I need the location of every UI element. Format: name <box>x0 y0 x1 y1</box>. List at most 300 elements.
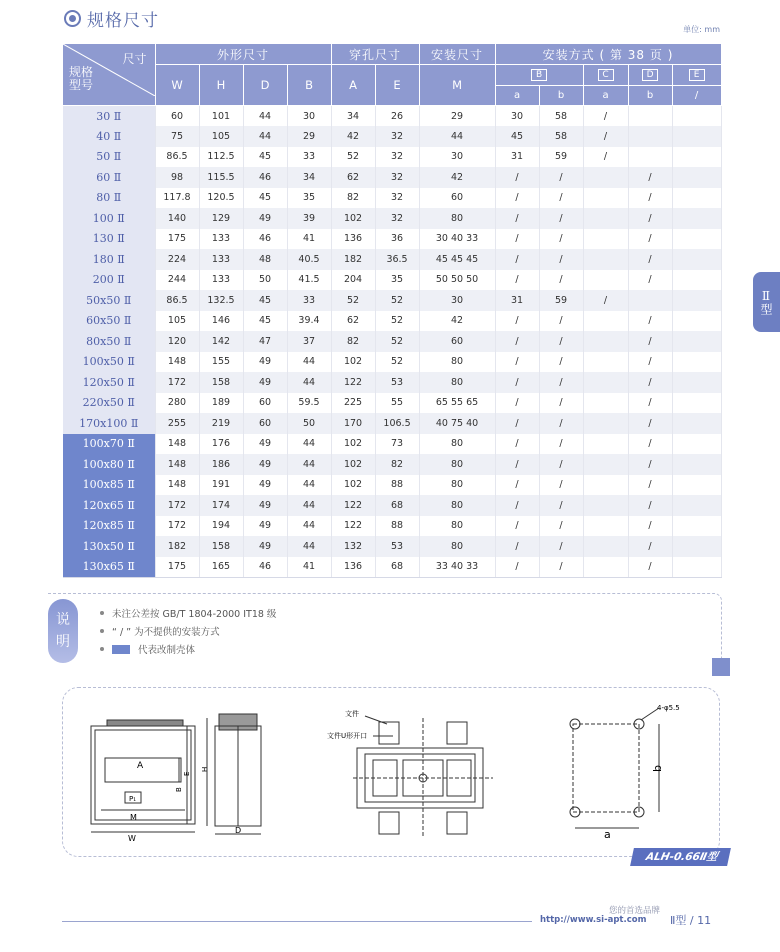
cell-D: 47 <box>243 331 287 352</box>
table-row <box>63 516 721 537</box>
cell-i2: / <box>539 475 583 496</box>
col-W: W <box>155 65 199 106</box>
table-row <box>63 536 721 557</box>
hole-pattern <box>570 708 659 828</box>
notes-list <box>100 604 276 658</box>
cell-H: 158 <box>199 536 243 557</box>
table-row <box>63 454 721 475</box>
table-row <box>63 249 721 270</box>
cell-D: 49 <box>243 352 287 373</box>
cell-B: 30 <box>287 106 331 127</box>
cell-i3: / <box>583 290 628 311</box>
cell-i3 <box>583 475 628 496</box>
corner-header <box>63 44 155 106</box>
cell-i3 <box>583 454 628 475</box>
cell-H: 105 <box>199 126 243 147</box>
note-item: 代表改制壳体 <box>100 640 276 658</box>
cell-A: 52 <box>331 147 375 168</box>
cell-i4: / <box>628 413 672 434</box>
footer-url[interactable]: http://www.si-apt.com <box>540 915 647 925</box>
cell-D: 49 <box>243 516 287 537</box>
cell-i1: / <box>495 557 539 578</box>
cell-B: 39 <box>287 208 331 229</box>
cell-H: 142 <box>199 331 243 352</box>
cell-A: 122 <box>331 372 375 393</box>
cell-E: 82 <box>375 454 419 475</box>
cell-i1: / <box>495 536 539 557</box>
cell-i3 <box>583 516 628 537</box>
cell-i2: / <box>539 495 583 516</box>
cell-B: 44 <box>287 352 331 373</box>
cell-i4: / <box>628 475 672 496</box>
cell-i5 <box>672 126 721 147</box>
cell-i1: / <box>495 454 539 475</box>
cell-A: 102 <box>331 434 375 455</box>
cell-D: 46 <box>243 167 287 188</box>
table-row <box>63 311 721 332</box>
cell-W: 140 <box>155 208 199 229</box>
dim-b: b <box>651 765 664 772</box>
model-cell: 60x50 Ⅱ <box>63 311 155 332</box>
cell-M: 42 <box>419 167 495 188</box>
cell-D: 44 <box>243 106 287 127</box>
cell-i1: / <box>495 413 539 434</box>
table-row <box>63 495 721 516</box>
cell-i4 <box>628 126 672 147</box>
cell-i3: / <box>583 126 628 147</box>
cell-A: 102 <box>331 352 375 373</box>
cell-i5 <box>672 290 721 311</box>
cell-i5 <box>672 167 721 188</box>
cell-A: 122 <box>331 516 375 537</box>
group-hole: 穿孔尺寸 <box>331 44 419 65</box>
cell-i3 <box>583 311 628 332</box>
cell-i4: / <box>628 167 672 188</box>
dim-W: W <box>128 834 136 843</box>
cell-H: 133 <box>199 249 243 270</box>
model-cell: 180 Ⅱ <box>63 249 155 270</box>
model-cell: 80x50 Ⅱ <box>63 331 155 352</box>
table-row <box>63 106 721 127</box>
table-row <box>63 270 721 291</box>
cell-B: 33 <box>287 147 331 168</box>
cell-E: 35 <box>375 270 419 291</box>
cell-E: 32 <box>375 147 419 168</box>
cell-i2: 58 <box>539 106 583 127</box>
cell-D: 49 <box>243 208 287 229</box>
cell-i2: 58 <box>539 126 583 147</box>
cell-H: 176 <box>199 434 243 455</box>
cell-i2: / <box>539 249 583 270</box>
cell-B: 44 <box>287 516 331 537</box>
cell-i2: 59 <box>539 147 583 168</box>
side-view <box>207 714 261 834</box>
model-cell: 120x50 Ⅱ <box>63 372 155 393</box>
table-row <box>63 147 721 168</box>
model-cell: 80 Ⅱ <box>63 188 155 209</box>
model-cell: 130x65 Ⅱ <box>63 557 155 578</box>
cell-A: 136 <box>331 229 375 250</box>
cell-B: 44 <box>287 454 331 475</box>
install-sub: / <box>672 85 721 106</box>
cell-i1: / <box>495 393 539 414</box>
cell-i5 <box>672 434 721 455</box>
cell-W: 148 <box>155 434 199 455</box>
cell-B: 44 <box>287 475 331 496</box>
page-number: Ⅱ型 / 11 <box>670 914 712 927</box>
cell-i4: / <box>628 352 672 373</box>
cell-M: 80 <box>419 536 495 557</box>
table-row <box>63 229 721 250</box>
cell-D: 60 <box>243 413 287 434</box>
footer-line <box>62 921 532 922</box>
table-row <box>63 475 721 496</box>
cell-A: 102 <box>331 475 375 496</box>
cell-E: 55 <box>375 393 419 414</box>
cell-i5 <box>672 147 721 168</box>
cell-W: 280 <box>155 393 199 414</box>
cell-i1: / <box>495 167 539 188</box>
cell-E: 36.5 <box>375 249 419 270</box>
cell-i3 <box>583 270 628 291</box>
cell-M: 80 <box>419 352 495 373</box>
cell-E: 53 <box>375 536 419 557</box>
cell-M: 60 <box>419 188 495 209</box>
cell-M: 80 <box>419 372 495 393</box>
label-file: 文件 <box>345 710 359 718</box>
cell-i1: 30 <box>495 106 539 127</box>
dim-A: A <box>137 761 144 771</box>
model-cell: 100x80 Ⅱ <box>63 454 155 475</box>
cell-i5 <box>672 188 721 209</box>
cell-i4 <box>628 147 672 168</box>
cell-i1: / <box>495 208 539 229</box>
cell-i5 <box>672 352 721 373</box>
cell-A: 102 <box>331 208 375 229</box>
col-D: D <box>243 65 287 106</box>
cell-i1: / <box>495 270 539 291</box>
cell-i2: / <box>539 536 583 557</box>
cell-W: 60 <box>155 106 199 127</box>
modified-swatch <box>112 645 130 654</box>
cell-i1: / <box>495 188 539 209</box>
cell-D: 49 <box>243 475 287 496</box>
cell-i4: / <box>628 188 672 209</box>
cell-D: 49 <box>243 495 287 516</box>
model-cell: 50 Ⅱ <box>63 147 155 168</box>
cell-H: 133 <box>199 270 243 291</box>
cell-i5 <box>672 557 721 578</box>
cell-i4: / <box>628 331 672 352</box>
cell-i5 <box>672 229 721 250</box>
cell-W: 105 <box>155 311 199 332</box>
col-B: B <box>287 65 331 106</box>
cell-i5 <box>672 495 721 516</box>
cell-W: 175 <box>155 557 199 578</box>
cell-A: 82 <box>331 188 375 209</box>
cell-i4: / <box>628 311 672 332</box>
cell-W: 148 <box>155 454 199 475</box>
cell-i5 <box>672 516 721 537</box>
cell-H: 129 <box>199 208 243 229</box>
cell-A: 132 <box>331 536 375 557</box>
cell-i3: / <box>583 106 628 127</box>
table-row <box>63 352 721 373</box>
cell-B: 40.5 <box>287 249 331 270</box>
cell-H: 146 <box>199 311 243 332</box>
cell-i2: / <box>539 393 583 414</box>
cell-E: 68 <box>375 557 419 578</box>
mount-view <box>353 716 493 838</box>
cell-B: 41.5 <box>287 270 331 291</box>
cell-M: 30 <box>419 290 495 311</box>
cell-i5 <box>672 372 721 393</box>
hole-note: 4-φ5.5 <box>657 704 680 712</box>
col-M: M <box>419 65 495 106</box>
cell-i3 <box>583 352 628 373</box>
cell-H: 112.5 <box>199 147 243 168</box>
model-cell: 30 Ⅱ <box>63 106 155 127</box>
table-row <box>63 331 721 352</box>
cell-i1: / <box>495 475 539 496</box>
cell-i4: / <box>628 393 672 414</box>
cell-B: 44 <box>287 434 331 455</box>
cell-i4 <box>628 106 672 127</box>
cell-i1: / <box>495 352 539 373</box>
cell-M: 80 <box>419 516 495 537</box>
cell-i3 <box>583 413 628 434</box>
cell-i3: / <box>583 147 628 168</box>
cell-W: 98 <box>155 167 199 188</box>
cell-i2: / <box>539 516 583 537</box>
cell-M: 65 55 65 <box>419 393 495 414</box>
cell-i4: / <box>628 434 672 455</box>
cell-W: 175 <box>155 229 199 250</box>
cell-i1: / <box>495 434 539 455</box>
cell-i1: / <box>495 331 539 352</box>
cell-i5 <box>672 413 721 434</box>
cell-B: 41 <box>287 229 331 250</box>
cell-A: 34 <box>331 106 375 127</box>
table-row <box>63 372 721 393</box>
col-A: A <box>331 65 375 106</box>
model-cell: 40 Ⅱ <box>63 126 155 147</box>
cell-W: 182 <box>155 536 199 557</box>
cell-B: 44 <box>287 372 331 393</box>
cell-M: 80 <box>419 454 495 475</box>
cell-i3 <box>583 208 628 229</box>
model-cell: 100 Ⅱ <box>63 208 155 229</box>
cell-W: 244 <box>155 270 199 291</box>
cell-M: 30 <box>419 147 495 168</box>
model-cell: 100x85 Ⅱ <box>63 475 155 496</box>
cell-E: 88 <box>375 475 419 496</box>
model-cell: 220x50 Ⅱ <box>63 393 155 414</box>
model-cell: 60 Ⅱ <box>63 167 155 188</box>
cell-D: 45 <box>243 147 287 168</box>
dim-E: E <box>183 771 191 776</box>
cell-i2: / <box>539 454 583 475</box>
model-cell: 50x50 Ⅱ <box>63 290 155 311</box>
footer-slogan: 您的首选品牌 <box>608 906 660 916</box>
cell-W: 120 <box>155 331 199 352</box>
group-outline: 外形尺寸 <box>155 44 331 65</box>
drawing-panel <box>62 687 720 857</box>
cell-M: 60 <box>419 331 495 352</box>
cell-E: 32 <box>375 167 419 188</box>
cell-i1: 45 <box>495 126 539 147</box>
cell-W: 172 <box>155 495 199 516</box>
table-row <box>63 413 721 434</box>
cell-i3 <box>583 372 628 393</box>
cell-H: 133 <box>199 229 243 250</box>
cell-A: 42 <box>331 126 375 147</box>
cell-B: 35 <box>287 188 331 209</box>
table-row <box>63 208 721 229</box>
cell-W: 86.5 <box>155 147 199 168</box>
cell-i5 <box>672 454 721 475</box>
install-sub: a <box>495 85 539 106</box>
cell-A: 62 <box>331 311 375 332</box>
side-tab[interactable]: Ⅱ型 <box>753 272 780 332</box>
cell-M: 33 40 33 <box>419 557 495 578</box>
cell-W: 75 <box>155 126 199 147</box>
group-mount: 安装尺寸 <box>419 44 495 65</box>
cell-i2: / <box>539 331 583 352</box>
cell-E: 68 <box>375 495 419 516</box>
cell-i2: / <box>539 311 583 332</box>
cell-i1: / <box>495 311 539 332</box>
cell-M: 50 50 50 <box>419 270 495 291</box>
table-row <box>63 557 721 578</box>
cell-D: 46 <box>243 557 287 578</box>
cell-D: 60 <box>243 393 287 414</box>
cell-D: 50 <box>243 270 287 291</box>
cell-i5 <box>672 475 721 496</box>
dim-D: D <box>235 826 242 835</box>
cell-M: 44 <box>419 126 495 147</box>
note-item: “ / ” 为不提供的安装方式 <box>100 622 276 640</box>
cell-i5 <box>672 208 721 229</box>
cell-E: 52 <box>375 331 419 352</box>
model-cell: 130 Ⅱ <box>63 229 155 250</box>
note-item: 未注公差按 GB/T 1804-2000 IT18 级 <box>100 604 276 622</box>
cell-H: 191 <box>199 475 243 496</box>
install-sub: b <box>539 85 583 106</box>
cell-H: 120.5 <box>199 188 243 209</box>
cell-W: 172 <box>155 372 199 393</box>
cell-i5 <box>672 536 721 557</box>
cell-i4: / <box>628 229 672 250</box>
cell-D: 45 <box>243 188 287 209</box>
cell-i3 <box>583 536 628 557</box>
cell-H: 132.5 <box>199 290 243 311</box>
install-sub: b <box>628 85 672 106</box>
cell-i1: 31 <box>495 290 539 311</box>
cell-i2: / <box>539 557 583 578</box>
cell-i4: / <box>628 249 672 270</box>
model-tag: ALH-0.66Ⅱ型 <box>630 848 731 866</box>
cell-A: 62 <box>331 167 375 188</box>
corner-size-label: 尺寸 <box>122 52 147 66</box>
circle-bullet-icon <box>64 10 81 27</box>
cell-i3 <box>583 167 628 188</box>
cell-E: 52 <box>375 290 419 311</box>
cell-i1: / <box>495 229 539 250</box>
dim-M: M <box>130 813 137 822</box>
cell-i2: / <box>539 352 583 373</box>
cell-i2: / <box>539 229 583 250</box>
cell-i5 <box>672 270 721 291</box>
cell-H: 101 <box>199 106 243 127</box>
model-cell: 170x100 Ⅱ <box>63 413 155 434</box>
cell-D: 45 <box>243 311 287 332</box>
cell-E: 36 <box>375 229 419 250</box>
cell-W: 224 <box>155 249 199 270</box>
cell-A: 136 <box>331 557 375 578</box>
model-cell: 120x85 Ⅱ <box>63 516 155 537</box>
cell-E: 53 <box>375 372 419 393</box>
cell-i3 <box>583 495 628 516</box>
cell-M: 80 <box>419 208 495 229</box>
cell-i2: / <box>539 188 583 209</box>
cell-M: 80 <box>419 495 495 516</box>
corner-square <box>712 658 730 676</box>
cell-i4 <box>628 290 672 311</box>
cell-A: 204 <box>331 270 375 291</box>
cell-H: 174 <box>199 495 243 516</box>
cell-i4: / <box>628 557 672 578</box>
col-H: H <box>199 65 243 106</box>
cell-E: 73 <box>375 434 419 455</box>
cell-B: 44 <box>287 495 331 516</box>
cell-i3 <box>583 557 628 578</box>
cell-M: 80 <box>419 434 495 455</box>
cell-i5 <box>672 311 721 332</box>
cell-W: 255 <box>155 413 199 434</box>
cell-D: 49 <box>243 536 287 557</box>
cell-i2: / <box>539 413 583 434</box>
cell-D: 45 <box>243 290 287 311</box>
spec-table <box>63 44 722 578</box>
cell-D: 48 <box>243 249 287 270</box>
cell-i2: / <box>539 208 583 229</box>
unit-label: 单位: mm <box>683 25 720 34</box>
cell-D: 49 <box>243 434 287 455</box>
cell-A: 225 <box>331 393 375 414</box>
cell-H: 219 <box>199 413 243 434</box>
cell-i2: / <box>539 167 583 188</box>
notes-tag: 说 明 <box>48 599 78 663</box>
cell-M: 80 <box>419 475 495 496</box>
cell-M: 42 <box>419 311 495 332</box>
label-P1: P₁ <box>129 795 137 803</box>
table-row <box>63 126 721 147</box>
dim-B: B <box>175 787 183 792</box>
dim-a: a <box>604 828 611 841</box>
cell-i5 <box>672 393 721 414</box>
cell-i5 <box>672 249 721 270</box>
cell-H: 186 <box>199 454 243 475</box>
cell-A: 52 <box>331 290 375 311</box>
corner-model-label: 规格 型号 <box>69 65 94 92</box>
label-file-u: 文件U形开口 <box>327 732 368 740</box>
install-B: B <box>495 65 583 86</box>
table-row <box>63 434 721 455</box>
page-title-text: 规格尺寸 <box>87 11 159 31</box>
cell-H: 165 <box>199 557 243 578</box>
model-cell: 100x70 Ⅱ <box>63 434 155 455</box>
